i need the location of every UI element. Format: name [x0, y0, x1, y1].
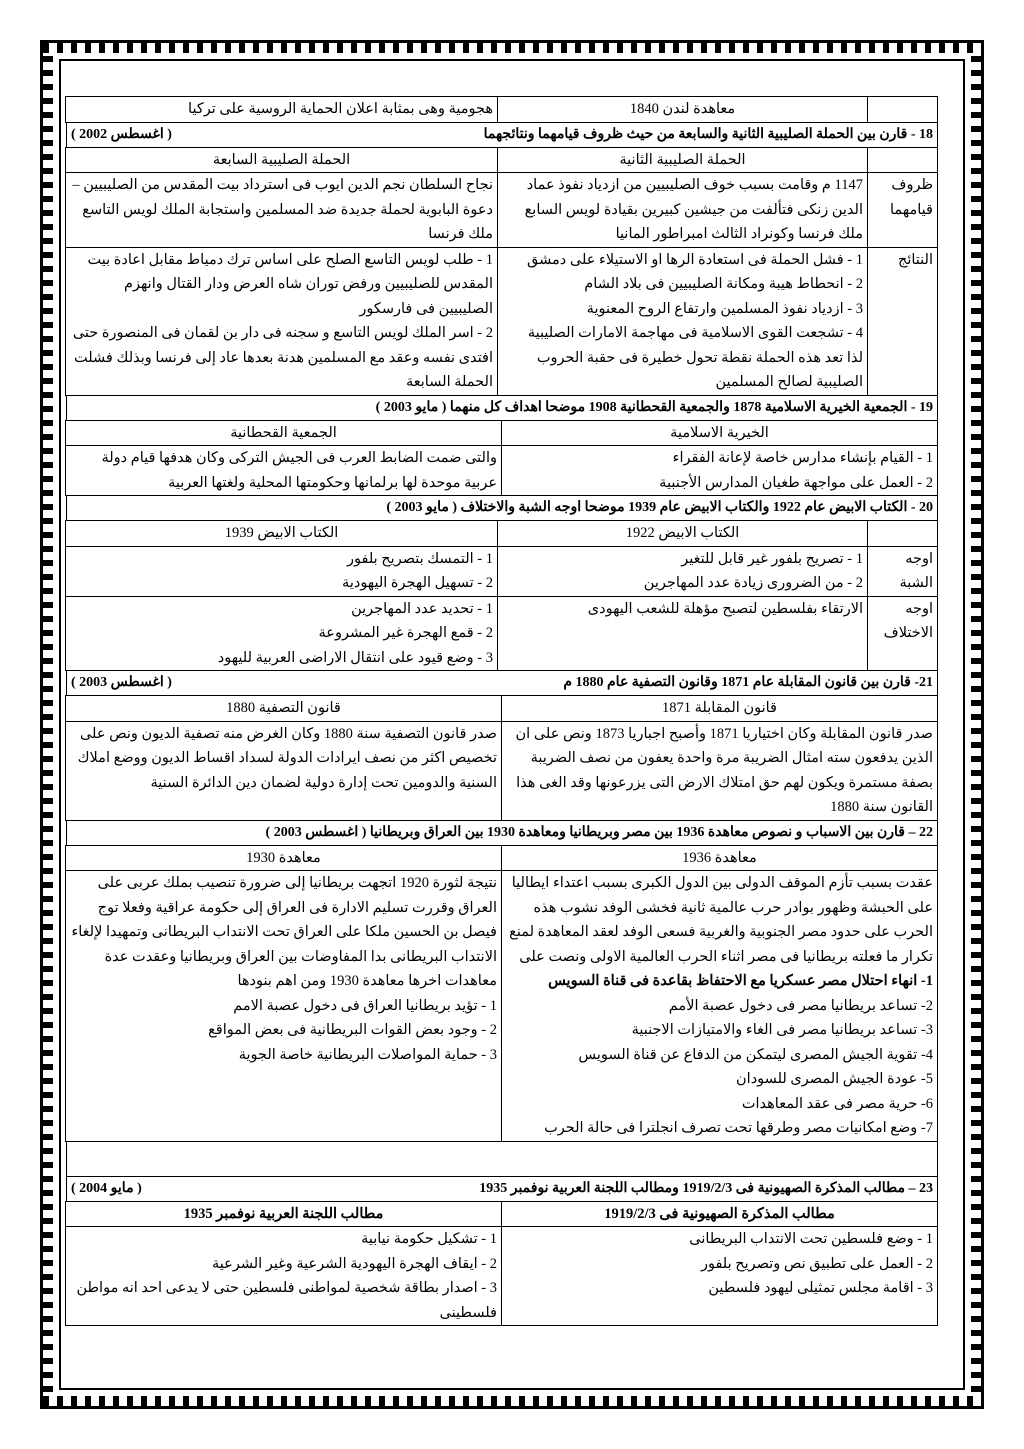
list-item: 6- حرية مصر فى عقد المعاهدات [741, 1095, 933, 1112]
q19-khairia [502, 446, 938, 496]
q20-header-1939: الكتاب الابيض 1939 [66, 521, 498, 547]
list-item: 2 - وجود بعض القوات البريطانية فى بعض المواقع [208, 1022, 497, 1038]
list-item: 5- عودة الجيش المصرى للسودان [736, 1071, 933, 1087]
q20-corner [868, 521, 938, 547]
list-item: 3 - اصدار بطاقة شخصية لمواطنى فلسطين حتى لا يدعى احد انه مواطن فلسطينى [76, 1280, 497, 1321]
q22-col-1936 [502, 871, 938, 1142]
q23-zion [502, 1227, 938, 1326]
top-row-right: معاهدة لندن 1840 [498, 97, 868, 123]
q18-label-conditions: ظروف قيامهما [868, 173, 938, 248]
q20-label-diff: اوجه الاختلاف [868, 596, 938, 671]
list-item: 2 - العمل على مواجهة طغيان المدارس الأجنبية [659, 474, 933, 491]
q19-title: 19 - الجمعية الخيرية الاسلامية 1878 والجمعية القحطانية 1908 موضحا اهداف كل منهما ( مايو 2003 ) [375, 399, 933, 415]
q23-header-arab: مطالب اللجنة العربية نوفمبر 1935 [66, 1201, 502, 1227]
list-item: 1 - طلب لويس التاسع الصلح على اساس ترك دمياط مقابل اعادة بيت المقدس للصليبيين ورفض توران شاه العرض ودار القتال وانهزم الصليبيين فى فارسكور [87, 251, 493, 317]
list-item: 3 - حماية المواصلات البريطانية خاصة الجوية [238, 1046, 497, 1063]
list-item: 2 - العمل على تطبيق نص وتصريح بلفور [700, 1255, 933, 1272]
list-item: 1 - تشكيل حكومة نيابية [361, 1231, 497, 1247]
q23-date: ( مايو 2004 ) [71, 1180, 142, 1196]
q21-title-line [66, 671, 938, 695]
q22-header-1936: معاهدة 1936 [502, 845, 938, 871]
q23-table [65, 1201, 938, 1327]
q18-table [65, 147, 938, 396]
list-item: 4- تقوية الجيش المصرى ليتمكن من الدفاع عن قناة السويس [578, 1046, 933, 1063]
q18-conditions-seventh: نجاح السلطان نجم الدين ايوب فى استرداد بيت المقدس من الصليبيين – دعوة البابوية لحملة جديدة ضد المسلمين واستجابة الملك لويس التاسع ملك فرنسا [66, 173, 498, 248]
list-item: 2- تساعد بريطانيا مصر فى دخول عصبة الأمم [668, 997, 933, 1014]
list-item: 1 - القيام بإنشاء مدارس خاصة لإعانة الفقراء [672, 450, 933, 466]
list-item: 2 - ايقاف الهجرة اليهودية الشرعية وغير الشرعية [212, 1255, 497, 1272]
q18-title-line [66, 123, 938, 147]
list-item: 1 - التمسك بتصريح بلفور [347, 550, 493, 567]
q20-label-similar: اوجه الشبة [868, 546, 938, 596]
q18-conditions-second: 1147 م وقامت بسبب خوف الصليبيين من ازدياد نفوذ عماد الدين زنكى فتألفت من جيشين كبيرين بقيادة لويس السابع ملك فرنسا وكونراد الثالث امبراطور المانيا [498, 173, 868, 248]
q23-title: 23 – مطالب المذكرة الصهيونية فى 1919/2/3 ومطالب اللجنة العربية نوفمبر 1935 [479, 1180, 933, 1196]
q18-header-seventh: الحملة الصليبية السابعة [66, 147, 498, 173]
q18-header-second: الحملة الصليبية الثانية [498, 147, 868, 173]
top-row-left: هجومية وهى بمثابة اعلان الحماية الروسية على تركيا [66, 97, 498, 123]
q21-header-1871: قانون المقابلة 1871 [502, 696, 938, 722]
q18-results-second [498, 247, 868, 395]
list-item: 2 - اسر الملك لويس التاسع و سجنه فى دار بن لقمان فى المنصورة حتى افتدى نفسه وعقد مع المسلمين هدنة بعدها عاد إلى فرنسا وبذلك فشلت الحملة السابعة [72, 325, 493, 390]
list-item: 3- تساعد بريطانيا مصر فى الغاء والامتيازات الاجنبية [631, 1022, 933, 1038]
q19-header-khairia: الخيرية الاسلامية [502, 420, 938, 446]
list-item: 2 - انحطاط هيبة ومكانة الصليبيين فى بلاد الشام [584, 276, 863, 292]
q19-table [65, 420, 938, 497]
q20-header-1922: الكتاب الابيض 1922 [498, 521, 868, 547]
q22-header-1930: معاهدة 1930 [66, 845, 502, 871]
q22-title: 22 – قارن بين الاسباب و نصوص معاهدة 1936 بين مصر وبريطانيا ومعاهدة 1930 بين العراق وبريطانيا ( اغسطس 2003 ) [265, 824, 933, 840]
q20-table [65, 520, 938, 671]
top-row-empty [868, 97, 938, 123]
q21-table [65, 695, 938, 821]
q20-title-line [66, 496, 938, 520]
q20-similar-1939 [66, 546, 498, 596]
q19-qahtania: والتى ضمت الضابط العرب فى الجيش التركى وكان هدفها قيام دولة عربية موحدة لها برلمانها وحكومتها المحلية ولغتها العربية [66, 446, 502, 496]
q23-title-line [66, 1176, 938, 1201]
q22-intro-1930: نتيجة لثورة 1920 اتجهت بريطانيا إلى ضرورة تنصيب بملك عربى على العراق وقررت تسليم الادارة فى العراق إلى حكومة عراقية وفعلا توج فيصل بن الحسين ملكا على العراق تحت الانتداب البريطانى وتمهيدا لإلغاء الانتداب البريطانى بدا المفاوضات بين العراق وبريطانيا وعقدت عدة معاهدات اخرها معاهدة 1930 ومن اهم بنودها [71, 875, 497, 989]
list-item: 3 - ازدياد نفوذ المسلمين وارتفاع الروح المعنوية [586, 300, 863, 317]
list-item: لذا تعد هذه الحملة نقطة تحول خطيرة فى حقبة الحروب الصليبية لصالح المسلمين [536, 349, 863, 390]
q21-text-1880: صدر قانون التصفية سنة 1880 وكان الغرض منه تصفية الديون ونص على تخصيص اكثر من نصف ايرادات الدولة لسداد اقساط الديون ووضع املاك السنية والدومين تحت إدارة دولية لضمان دين الدائرة السنية [66, 721, 502, 820]
list-item: 3 - اقامة مجلس تمثيلى ليهود فلسطين [708, 1280, 933, 1296]
q20-diff-1922: الارتقاء بفلسطين لتصبح مؤهلة للشعب اليهودى [498, 596, 868, 671]
q20-diff-1939 [66, 596, 498, 671]
q19-header-qahtania: الجمعية القحطانية [66, 420, 502, 446]
q22-title-line [66, 821, 938, 845]
q21-date: ( اغسطس 2003 ) [71, 675, 172, 690]
list-item: 1 - وضع فلسطين تحت الانتداب البريطانى [689, 1231, 933, 1247]
list-item: 2 - من الضرورى زيادة عدد المهاجرين [643, 575, 863, 591]
q23-header-zion: مطالب المذكرة الصهيونية فى 1919/2/3 [502, 1201, 938, 1227]
q22-col-1930 [66, 871, 502, 1142]
list-item: 7- وضع امكانيات مصر وطرقها تحت تصرف انجلترا فى حالة الحرب [544, 1120, 933, 1136]
q22-intro-1936: عقدت بسبب تأزم الموقف الدولى بين الدول الكبرى بسبب اعتداء ايطاليا على الحبشة وظهور بوادر حرب عالمية ثانية فخشى الوفد نشوب هذه الحرب على حدود مصر الجنوبية والغربية فسعى الوفد لعقد المعاهدة لمنع تكرار ما فعلته بريطانيا فى مصر اثناء الحرب العالمية الاولى ونصت على [509, 875, 933, 965]
q18-results-seventh [66, 247, 498, 395]
q20-similar-1922 [498, 546, 868, 596]
q22-table [65, 845, 938, 1142]
q18-label-results: النتائج [868, 247, 938, 395]
q18-date: ( اغسطس 2002 ) [71, 126, 172, 142]
list-item: 2 - تسهيل الهجرة اليهودية [342, 575, 493, 591]
q18-corner [868, 147, 938, 173]
list-item: 1 - فشل الحملة فى استعادة الرها او الاستيلاء على دمشق [527, 251, 863, 268]
q18-title: 18 - قارن بين الحملة الصليبية الثانية والسابعة من حيث ظروف قيامهما ونتائجهما [483, 126, 933, 142]
q21-title: 21- قارن بين قانون المقابلة عام 1871 وقانون التصفية عام 1880 م [563, 675, 933, 690]
list-item: 1 - تصريح بلفور غير قابل للتغير [681, 550, 863, 567]
q21-text-1871: صدر قانون المقابلة وكان اختياريا 1871 وأصبح اجباريا 1873 ونص على ان الذين يدفعون سته امثال الضريبة مرة واحدة يعفون من نصف الضريبة بصفة مستمرة ويكون لهم حق امتلاك الارض التى يزرعونها وقد الغى هذا القانون سنة 1880 [502, 721, 938, 820]
top-row-table [65, 96, 938, 123]
q23-arab [66, 1227, 502, 1326]
list-item: 1- انهاء احتلال مصر عسكريا مع الاحتفاظ بقاعدة فى قناة السويس [548, 973, 933, 989]
q21-header-1880: قانون التصفية 1880 [66, 696, 502, 722]
list-item: 3 - وضع قيود على انتقال الاراضى العربية لليهود [217, 649, 493, 666]
list-item: 1 - تحديد عدد المهاجرين [351, 600, 493, 617]
document-content [66, 96, 938, 1326]
q20-title: 20 - الكتاب الابيض عام 1922 والكتاب الابيض عام 1939 موضحا اوجه الشبة والاختلاف ( مايو 2003 ) [386, 500, 933, 515]
list-item: 4 - تشجعت القوى الاسلامية فى مهاجمة الامارات الصليبية [527, 325, 863, 341]
list-item: 1 - تؤيد بريطانيا العراق فى دخول عصبة الامم [233, 997, 497, 1014]
list-item: 2 - قمع الهجرة غير المشروعة [318, 625, 493, 641]
q19-title-line [66, 396, 938, 420]
section-gap [66, 1142, 938, 1176]
